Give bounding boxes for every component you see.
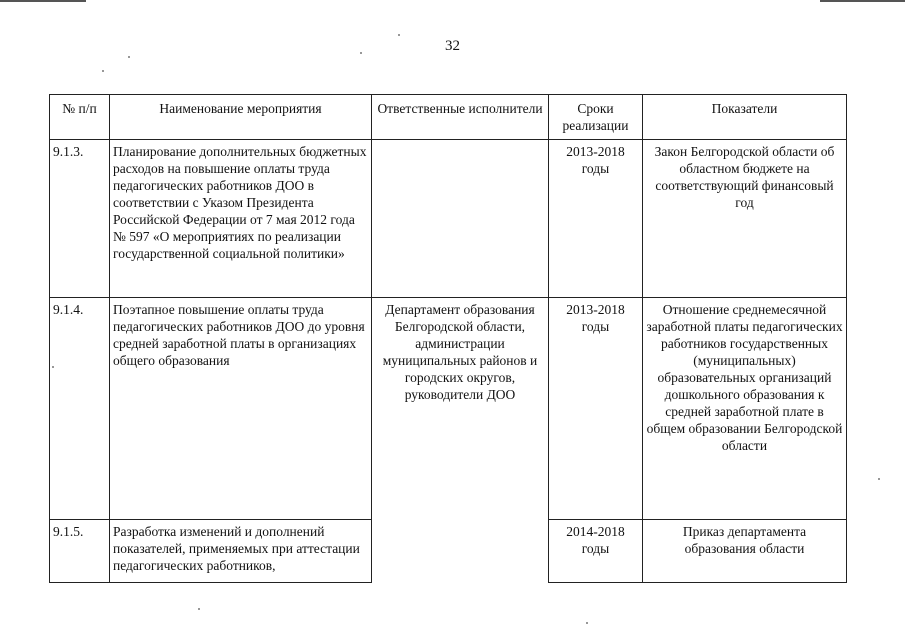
header-name: Наименование мероприятия	[110, 95, 372, 140]
row-indicators: Закон Белгородской области об областном бюджете на соответствующий финансовый год	[643, 140, 847, 298]
header-number: № п/п	[50, 95, 110, 140]
scan-edge-mark-right	[820, 0, 905, 2]
scan-speck	[102, 70, 104, 72]
measures-table	[49, 94, 847, 583]
table-row	[50, 140, 847, 298]
row-number: 9.1.4.	[50, 298, 110, 520]
page-number: 32	[445, 38, 460, 54]
scan-speck	[878, 478, 880, 480]
scan-edge-mark-left	[0, 0, 86, 2]
row-terms: 2014-2018 годы	[549, 520, 643, 583]
row-terms: 2013-2018 годы	[549, 140, 643, 298]
row-indicators: Отношение среднемесячной заработной платы педагогических работников государственных (муниципальных) образовательных организаций дошкольного образования к средней заработной плате в общем образовании Белгородской области	[643, 298, 847, 520]
row-terms: 2013-2018 годы	[549, 298, 643, 520]
header-indicators: Показатели	[643, 95, 847, 140]
scan-speck	[586, 622, 588, 624]
row-executors	[372, 140, 549, 298]
header-executors: Ответственные исполнители	[372, 95, 549, 140]
scan-speck	[128, 56, 130, 58]
row-name: Планирование дополнительных бюджетных расходов на повышение оплаты труда педагогических работников ДОО в соответствии с Указом Президента Российской Федерации от 7 мая 2012 года № 597 «О мероприятиях по реализации государственной социальной политики»	[110, 140, 372, 298]
table-header-row	[50, 95, 847, 140]
scan-speck	[398, 34, 400, 36]
row-number: 9.1.3.	[50, 140, 110, 298]
header-terms: Сроки реализации	[549, 95, 643, 140]
row-executors: Департамент образования Белгородской области, администрации муниципальных районов и городских округов, руководители ДОО	[372, 298, 549, 583]
row-name: Разработка изменений и дополнений показателей, применяемых при аттестации педагогических работников,	[110, 520, 372, 583]
row-name: Поэтапное повышение оплаты труда педагогических работников ДОО до уровня средней заработной платы в организациях общего образования	[110, 298, 372, 520]
row-indicators: Приказ департамента образования области	[643, 520, 847, 583]
scan-speck	[198, 608, 200, 610]
row-number: 9.1.5.	[50, 520, 110, 583]
table-row	[50, 298, 847, 520]
